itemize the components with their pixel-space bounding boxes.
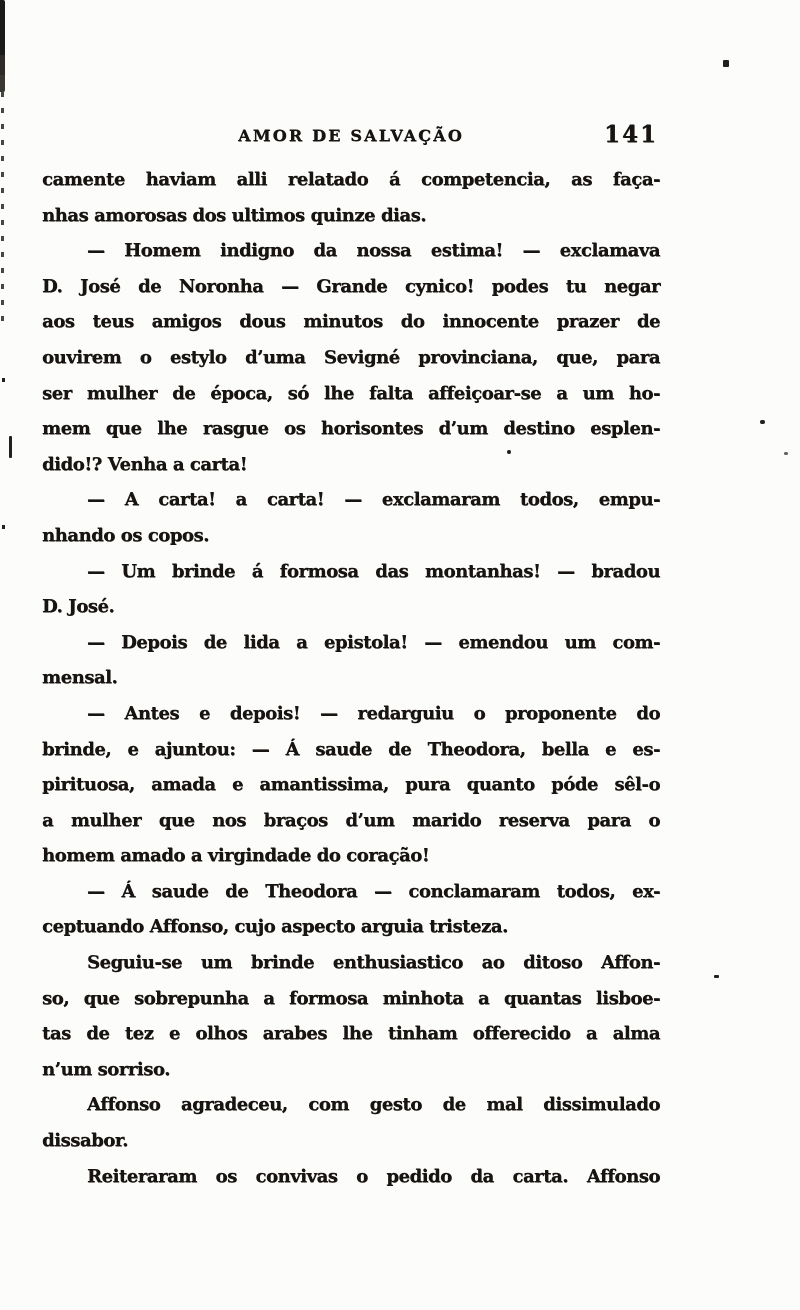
text-line: tas de tez e olhos arabes lhe tinham offerecido a alma xyxy=(42,1023,660,1045)
text-line: so, que sobrepunha a formosa minhota a quantas lisboe- xyxy=(42,987,660,1009)
text-line: dissabor. xyxy=(42,1130,128,1152)
paragraph xyxy=(42,874,660,945)
text-line: Affonso agradeceu, com gesto de mal dissimulado xyxy=(87,1094,660,1116)
text-line: D. José. xyxy=(42,596,115,618)
paragraph xyxy=(42,482,660,553)
paragraph xyxy=(42,696,660,874)
text-line: — A carta! a carta! — exclamaram todos, empu- xyxy=(87,489,660,511)
scan-artifact-speck xyxy=(723,60,729,67)
scan-artifact-speck xyxy=(760,420,765,424)
paragraph xyxy=(42,945,660,1087)
text-line: n’um sorriso. xyxy=(42,1058,170,1080)
paragraph xyxy=(42,162,660,233)
scan-artifact-speck xyxy=(2,525,5,529)
text-line: pirituosa, amada e amantissima, pura quanto póde sêl-o xyxy=(42,774,660,796)
paragraph xyxy=(42,233,660,482)
paragraph xyxy=(42,625,660,696)
text-line: D. José de Noronha — Grande cynico! podes tu negar xyxy=(42,275,660,297)
text-line: mem que lhe rasgue os horisontes d’um destino esplen- xyxy=(42,418,660,440)
running-head xyxy=(42,121,660,151)
text-line: mensal. xyxy=(42,667,118,689)
paragraph xyxy=(42,1087,660,1158)
text-line: nhas amorosas dos ultimos quinze dias. xyxy=(42,204,427,226)
text-line: ouvirem o estylo d’uma Sevigné provinciana, que, para xyxy=(42,346,660,368)
page-number: 141 xyxy=(603,121,658,148)
paragraph xyxy=(42,554,660,625)
text-line: aos teus amigos dous minutos do innocente prazer de xyxy=(42,311,660,333)
text-line: ceptuando Affonso, cujo aspecto arguia tristeza. xyxy=(42,916,508,938)
text-line: — Á saude de Theodora — conclamaram todos, ex- xyxy=(87,880,660,902)
text-line: Seguiu-se um brinde enthusiastico ao ditoso Affon- xyxy=(87,952,660,974)
scan-artifact-left-dots xyxy=(1,92,4,330)
scan-artifact-left-strip xyxy=(0,0,5,92)
text-line: ser mulher de época, só lhe falta affeiçoar-se a um ho- xyxy=(42,382,660,404)
text-line: a mulher que nos braços d’um marido reserva para o xyxy=(42,809,660,831)
text-line: dido!? Venha a carta! xyxy=(42,453,248,475)
text-line: nhando os copos. xyxy=(42,524,209,546)
text-line: Reiteraram os convivas o pedido da carta. Affonso xyxy=(87,1165,660,1187)
scan-artifact-left-dash xyxy=(9,436,12,458)
text-line: — Homem indigno da nossa estima! — exclamava xyxy=(87,240,660,262)
paragraph xyxy=(42,1159,660,1195)
text-line: brinde, e ajuntou: — Á saude de Theodora, bella e es- xyxy=(42,738,660,760)
text-line: camente haviam alli relatado á competencia, as faça- xyxy=(42,169,660,190)
scan-artifact-speck xyxy=(714,975,719,978)
scan-artifact-speck xyxy=(784,452,788,455)
text-column xyxy=(42,162,660,1194)
scan-artifact-speck xyxy=(2,378,5,382)
text-line: — Depois de lida a epistola! — emendou um com- xyxy=(87,631,660,653)
text-line: homem amado a virgindade do coração! xyxy=(42,845,430,867)
text-line: — Antes e depois! — redarguiu o proponente do xyxy=(87,702,660,724)
text-line: — Um brinde á formosa das montanhas! — bradou xyxy=(87,560,660,582)
book-title: AMOR DE SALVAÇÃO xyxy=(238,126,464,145)
